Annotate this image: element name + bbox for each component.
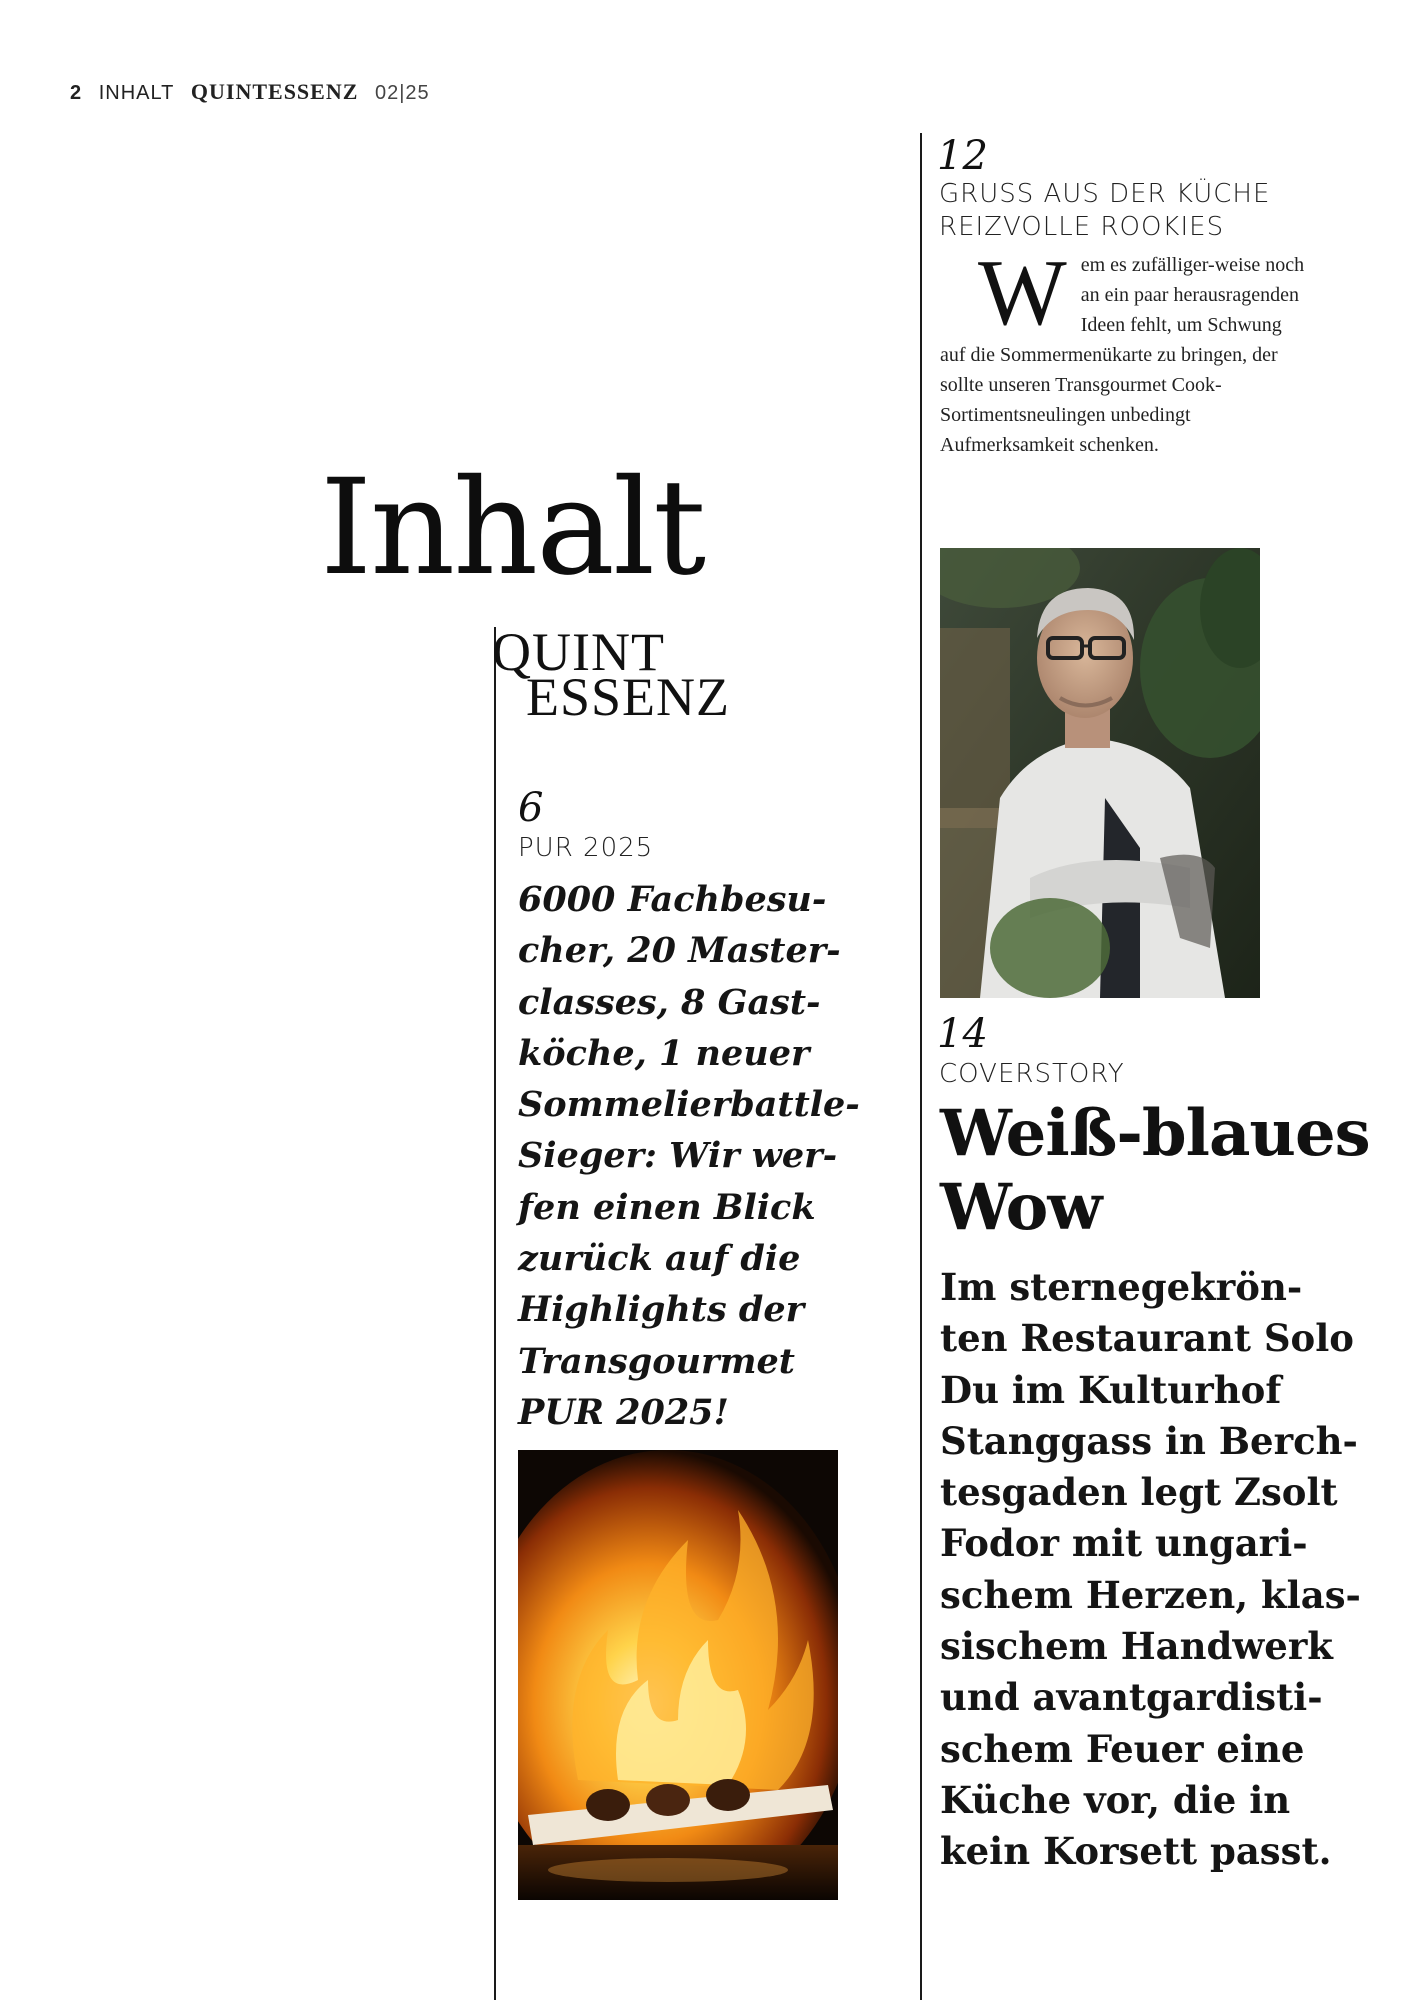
article-teaser: 6000 Fachbesu- cher, 20 Master- classes, 8 Gast- köche, 1 neuer Sommelierbattle- Sieger: Wir wer- fen einen Blick zurück auf die Highlights der Transgourmet PUR 2025! — [518, 879, 860, 1433]
article-page-number: 6 — [518, 785, 544, 831]
article-category: PUR 2025 — [518, 833, 654, 863]
article-body: em es zufälliger-weise noch an ein paar herausragenden Ideen fehlt, um Schwung auf die Sommermenükarte zu bringen, der sollte unseren Transgourmet Cook-Sortimentsneulingen unbedingt Aufmerksamkeit schenken. — [940, 254, 1305, 456]
column-rule-right — [920, 133, 922, 2000]
column-rule-left — [494, 627, 496, 2000]
page-number: 2 — [70, 82, 83, 104]
running-header — [70, 79, 430, 105]
chef-portrait-icon — [940, 548, 1260, 998]
flames-icon — [518, 1450, 838, 1900]
flambe-flames-photo — [518, 1450, 838, 1900]
drop-cap: W — [978, 241, 1067, 345]
article-category: GRUSS AUS DER KÜCHE — [939, 179, 1271, 209]
cover-teaser: Im sternegekrön- ten Restaurant Solo Du im Kulturhof Stanggass in Berch- tesgaden legt Zsolt Fodor mit ungari- schem Herzen, klas- sischem Handwerk und avantgardisti- schem Feuer eine Küche vor, die in kein Korsett passt. — [940, 1265, 1361, 1874]
issue-number: 02|25 — [374, 82, 430, 104]
logo-line-2: ESSENZ — [526, 667, 731, 727]
cover-headline: Weiß-blaues Wow — [940, 1096, 1370, 1245]
article-category: COVERSTORY — [939, 1059, 1125, 1089]
chef-portrait-photo — [940, 548, 1260, 998]
article-subcategory: REIZVOLLE ROOKIES — [939, 212, 1225, 242]
page-title: Inhalt — [320, 451, 705, 605]
quintessenz-logo — [490, 622, 750, 727]
logo-line-1: QUINT — [492, 622, 665, 682]
section-label: INHALT — [98, 82, 175, 104]
article-page-number: 14 — [937, 1011, 988, 1057]
magazine-name: QUINTESSENZ — [190, 79, 359, 104]
article-intro-text — [940, 241, 1310, 460]
article-page-number: 12 — [937, 133, 988, 179]
